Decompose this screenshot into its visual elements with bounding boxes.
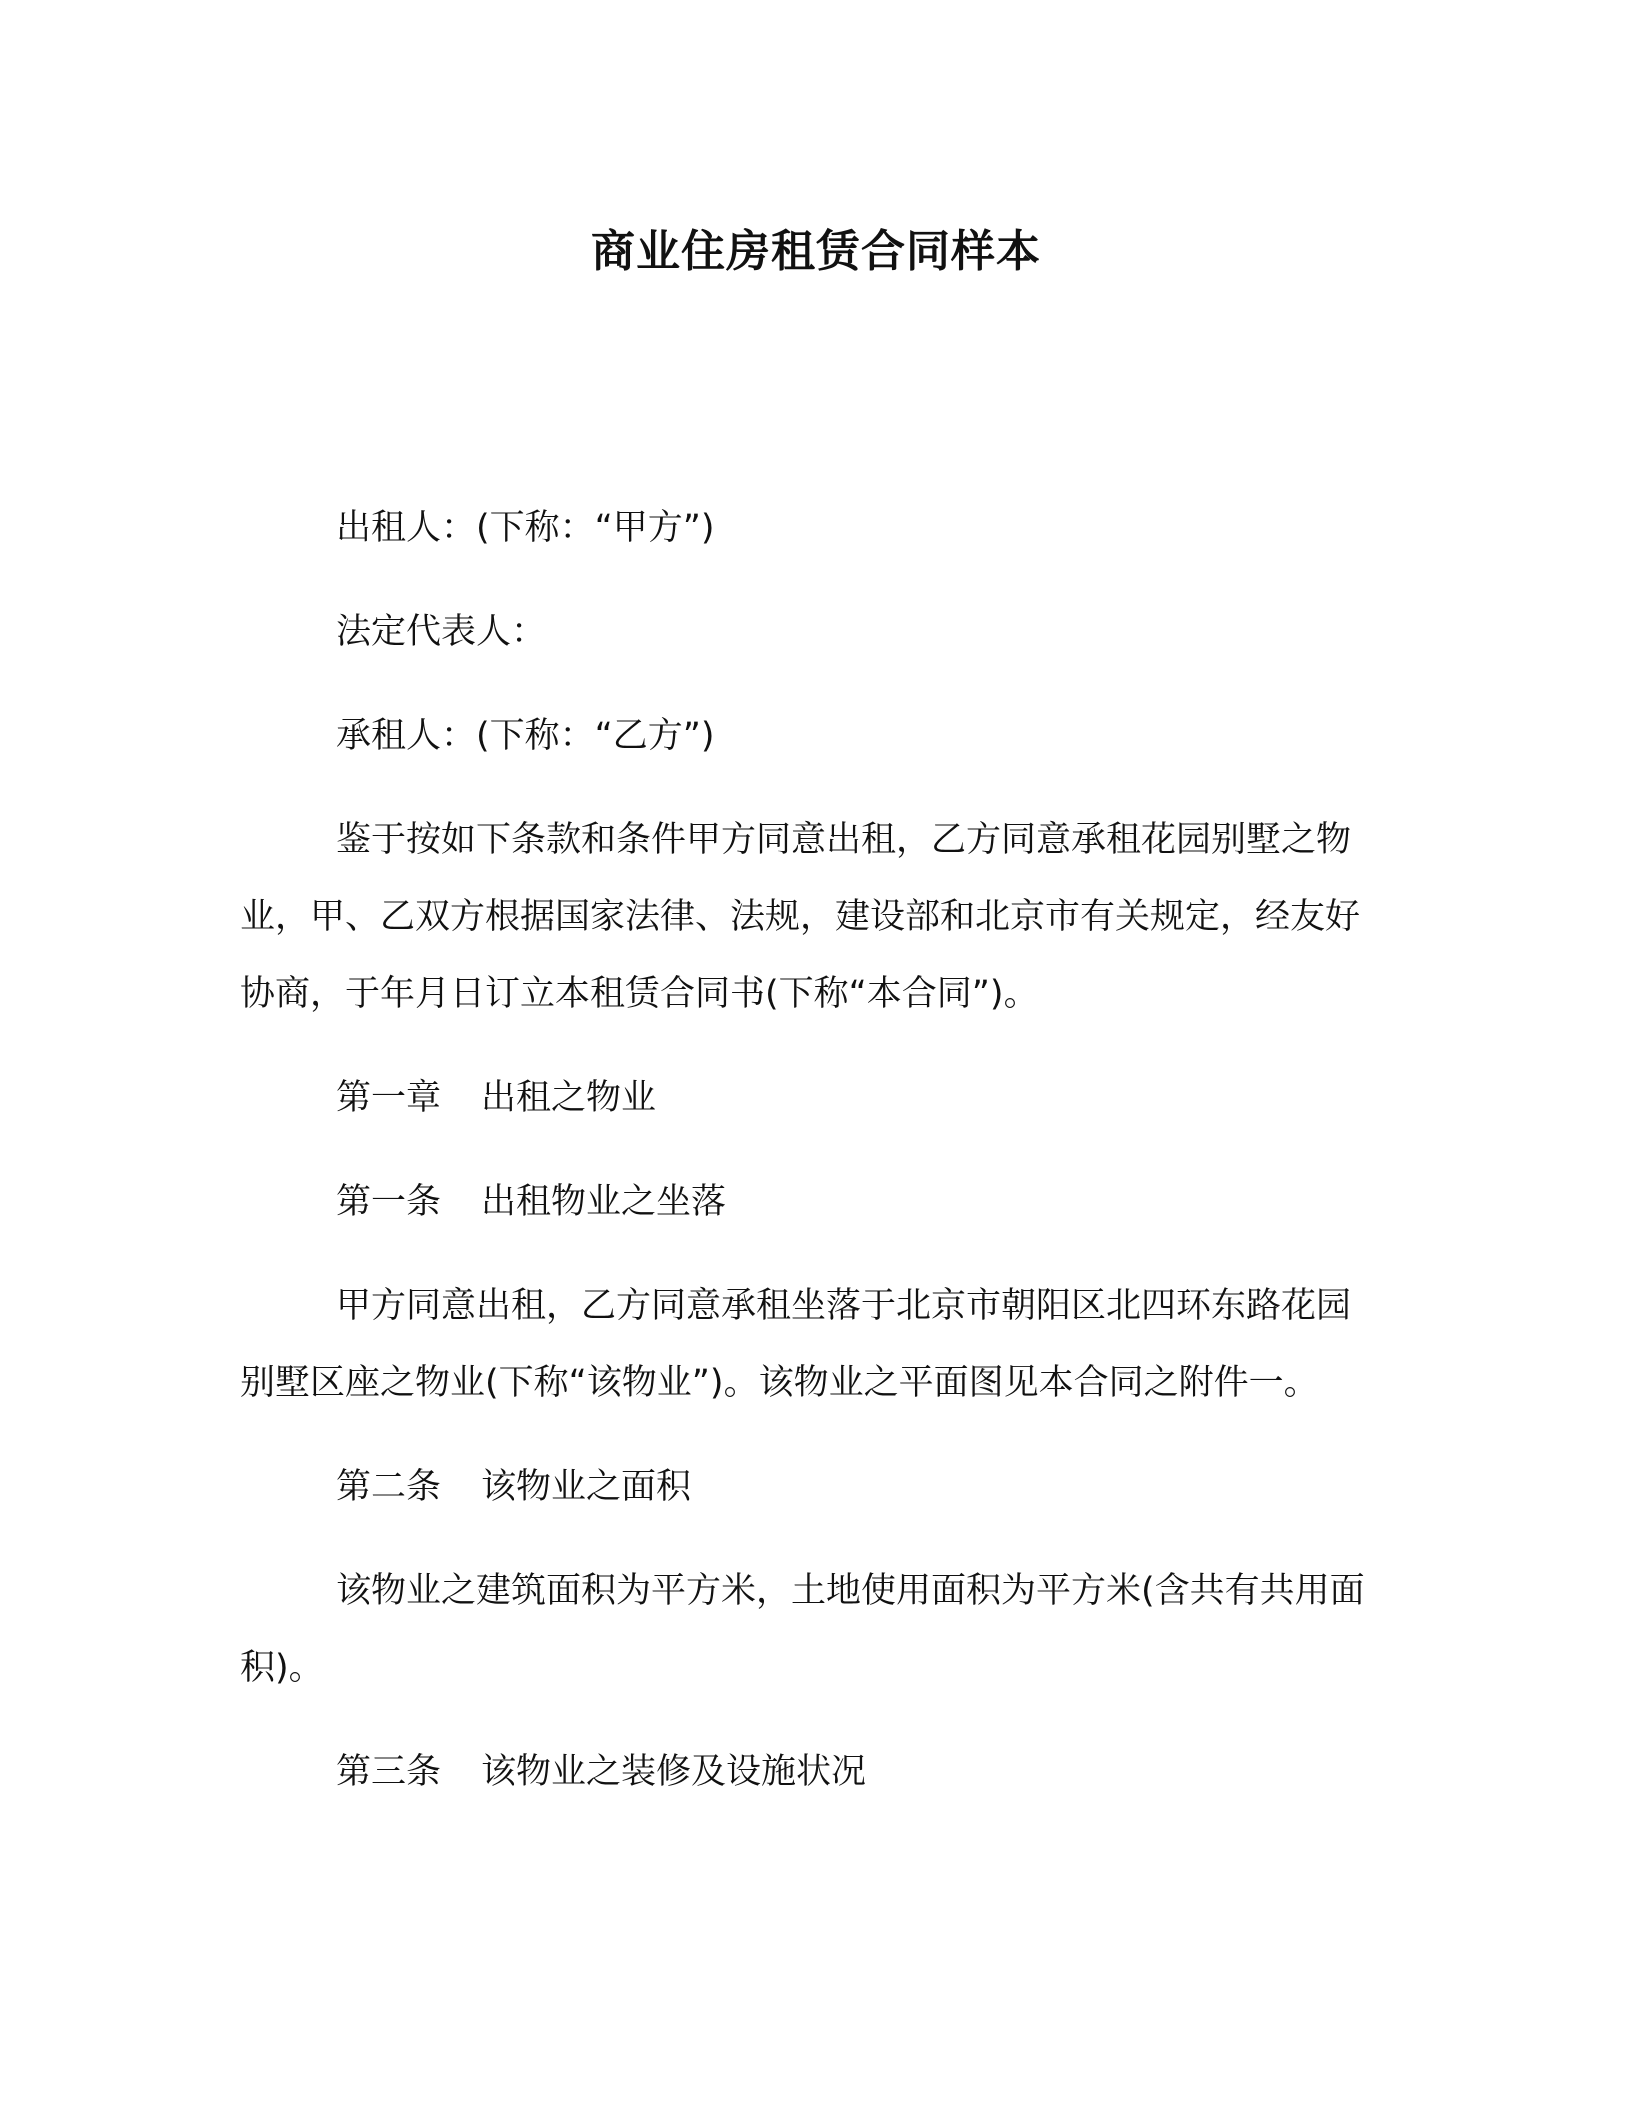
article-1-title: 出租物业之坐落	[481, 1182, 727, 1222]
article-2-title: 该物业之面积	[481, 1467, 692, 1507]
party-legal-rep: 法定代表人：	[336, 612, 547, 652]
article-3-title: 该物业之装修及设施状况	[481, 1752, 867, 1792]
preamble-paragraph: 鉴于按如下条款和条件甲方同意出租，乙方同意承租花园别墅之物业，甲、乙双方根据国家法律、法规，建设部和北京市有关规定，经友好协商，于年月日订立本租赁合同书(下称“本合同”)。	[240, 820, 1361, 1014]
chapter-1-title: 出租之物业	[481, 1078, 657, 1118]
document-body	[240, 490, 1380, 1811]
article-2-text: 该物业之建筑面积为平方米，土地使用面积为平方米(含共有共用面积)。	[240, 1571, 1365, 1688]
chapter-1-number: 第一章	[336, 1078, 442, 1118]
party-lessee: 承租人：(下称：“乙方”)	[336, 716, 715, 756]
article-2-number: 第二条	[336, 1467, 442, 1507]
article-1-heading	[240, 1164, 1380, 1241]
document-title: 商业住房租赁合同样本	[591, 226, 1041, 277]
article-1-text: 甲方同意出租，乙方同意承租坐落于北京市朝阳区北四环东路花园别墅区座之物业(下称“该物业”)。该物业之平面图见本合同之附件一。	[240, 1286, 1352, 1403]
article-2-heading	[240, 1449, 1380, 1526]
article-3-number: 第三条	[336, 1752, 442, 1792]
chapter-1-heading	[240, 1060, 1380, 1137]
article-3-heading	[240, 1734, 1380, 1811]
party-lessor: 出租人：(下称：“甲方”)	[336, 508, 715, 548]
article-1-number: 第一条	[336, 1182, 442, 1222]
